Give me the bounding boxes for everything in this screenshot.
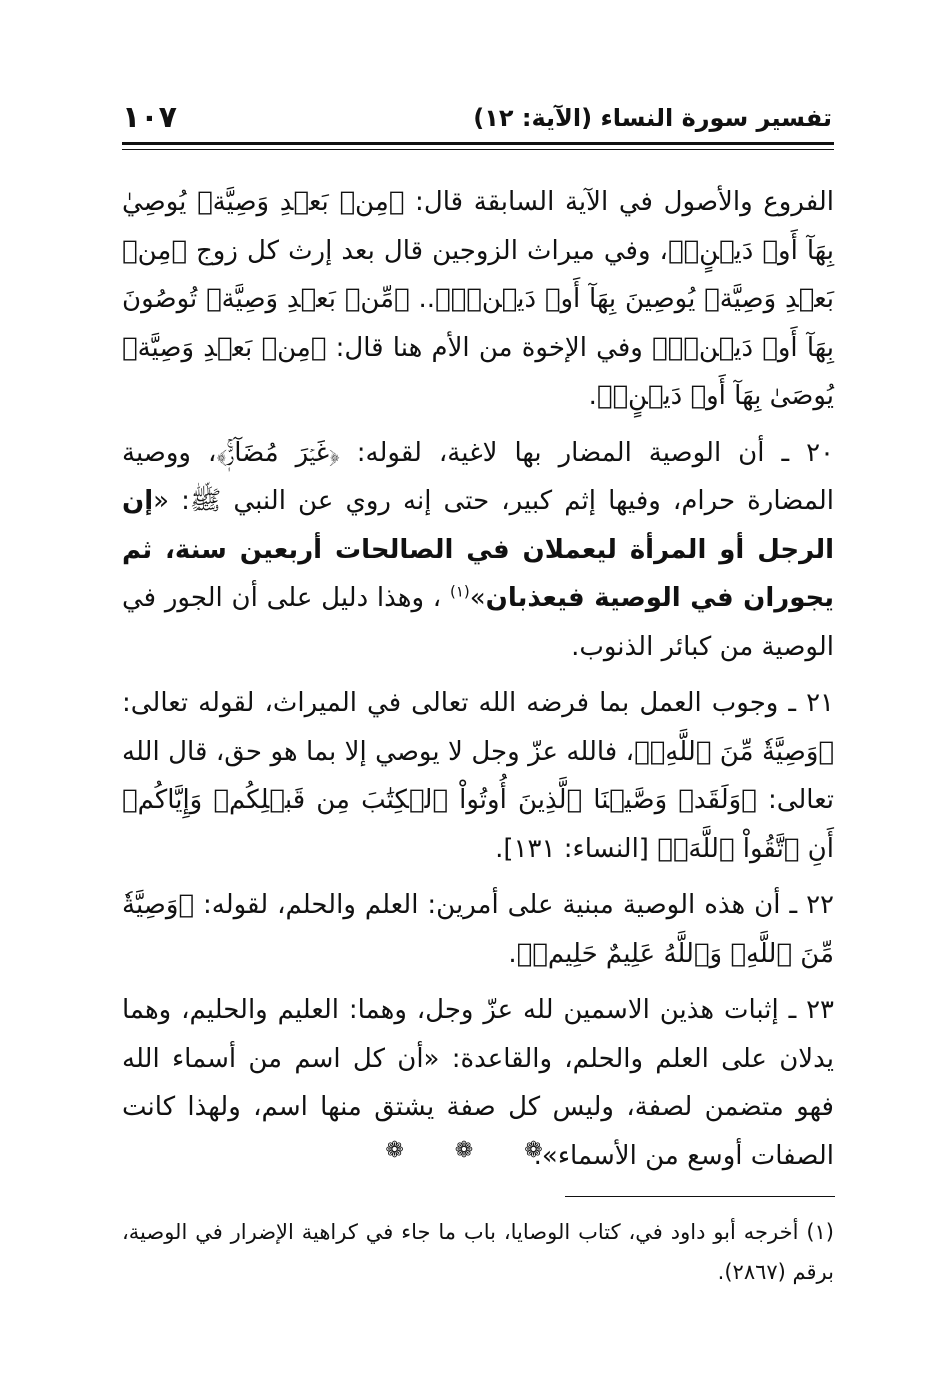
text-run: ، وهذا دليل على أن الجور في الوصية من كبائر الذنوب. (122, 583, 834, 662)
header-rule-thin (122, 149, 834, 150)
quran-quote: ﴿مِنۢ بَعۡدِ وَصِيَّةٖ يُوصَىٰ بِهَآ أَوۡ دَيۡنٍۚ﴾ (122, 332, 834, 411)
quran-quote: ﴿مِّنۢ بَعۡدِ وَصِيَّةٖ تُوصُونَ بِهَآ أَوۡ دَيۡنٖۗ﴾ (122, 284, 834, 363)
hadith-quote: إن الرجل أو المرأة ليعملان في الصالحات أربعين سنة، ثم يجوران في الوصية فيعذبان (122, 486, 835, 613)
footnote-marker[interactable]: (١) (449, 582, 470, 601)
text-run: . (508, 938, 517, 969)
paragraph-21 (122, 679, 834, 873)
paragraph-1 (122, 178, 834, 421)
page-number: ١٠٧ (122, 100, 177, 135)
text-run: [النساء: ١٣١]. (495, 833, 658, 864)
text-run: ، ووصية المضارة حرام، وفيها إثم كبير، حتى إنه روي عن النبي ﷺ: « (122, 437, 834, 516)
paragraph-20 (122, 429, 834, 672)
text-run: .. (409, 284, 436, 314)
text-run: ، فالله عزّ وجل لا يوصي إلا بما هو حق، قال الله تعالى: (122, 736, 834, 815)
page-header (122, 100, 832, 140)
running-title: تفسير سورة النساء (الآية: ١٢) (473, 104, 832, 132)
quran-quote: ﴿وَصِيَّةٗ مِّنَ ٱللَّهِۗ﴾ (634, 736, 834, 767)
quran-quote: ﴿غَيۡرَ مُضَآرّٖۚ﴾ (216, 437, 340, 468)
section-separator-icon: ❁ ❁ ❁ (385, 1138, 565, 1163)
text-run: ٢٣ ـ إثبات هذين الاسمين لله عزّ وجل، وهما: العليم والحليم، وهما يدلان على العلم والحلم، والقاعدة: «أن كل اسم من أسماء الله فهو متضمن لصفة، وليس كل صفة يشتق منها اسم، ولهذا كانت الصفات أوسع من الأسماء». (122, 995, 834, 1171)
footnote (122, 1212, 834, 1292)
text-run: ٢١ ـ وجوب العمل بما فرضه الله تعالى في الميراث، لقوله تعالى: (122, 688, 834, 718)
quran-quote: ﴿مِنۢ بَعۡدِ وَصِيَّةٖ يُوصِينَ بِهَآ أَوۡ دَيۡنٖۚ﴾ (122, 235, 835, 314)
footnote-rule (565, 1196, 835, 1197)
main-text (122, 178, 834, 1188)
text-run: . (588, 381, 597, 411)
text-run: » (469, 583, 486, 613)
text-run: وفي الإخوة من الأم هنا قال: (326, 332, 653, 363)
text-run: ٢٢ ـ أن هذه الوصية مبنية على أمرين: العلم والحلم، لقوله: (194, 890, 834, 920)
text-run: الفروع والأصول في الآية السابقة قال: (404, 187, 835, 217)
text-run: ، وفي ميراث الزوجين قال بعد إرث كل زوج (186, 235, 668, 266)
paragraph-22 (122, 881, 834, 978)
header-rule-thick (122, 142, 834, 145)
quran-quote: ﴿وَصِيَّةٗ مِّنَ ٱللَّهِۗ وَٱللَّهُ عَلِيمٌ حَلِيمٞ﴾ (122, 890, 834, 969)
footnote-text: (١) أخرجه أبو داود في، كتاب الوصايا، باب ما جاء في كراهية الإضرار في الوصية، برقم (٢٨٦٧). (122, 1220, 834, 1284)
quran-quote: ﴿مِنۢ بَعۡدِ وَصِيَّةٖ يُوصِيٰ بِهَآ أَوۡ دَيۡنٍۗ﴾ (122, 187, 835, 266)
quran-quote: ﴿وَلَقَدۡ وَصَّيۡنَا ٱلَّذِينَ أُوتُواْ ٱلۡكِتَٰبَ مِن قَبۡلِكُمۡ وَإِيَّاكُمۡ أَنِ ٱتَّقُواْ ٱللَّهَۚ﴾ (122, 785, 834, 864)
text-run: ٢٠ ـ أن الوصية المضار بها لاغية، لقوله: (339, 437, 834, 468)
